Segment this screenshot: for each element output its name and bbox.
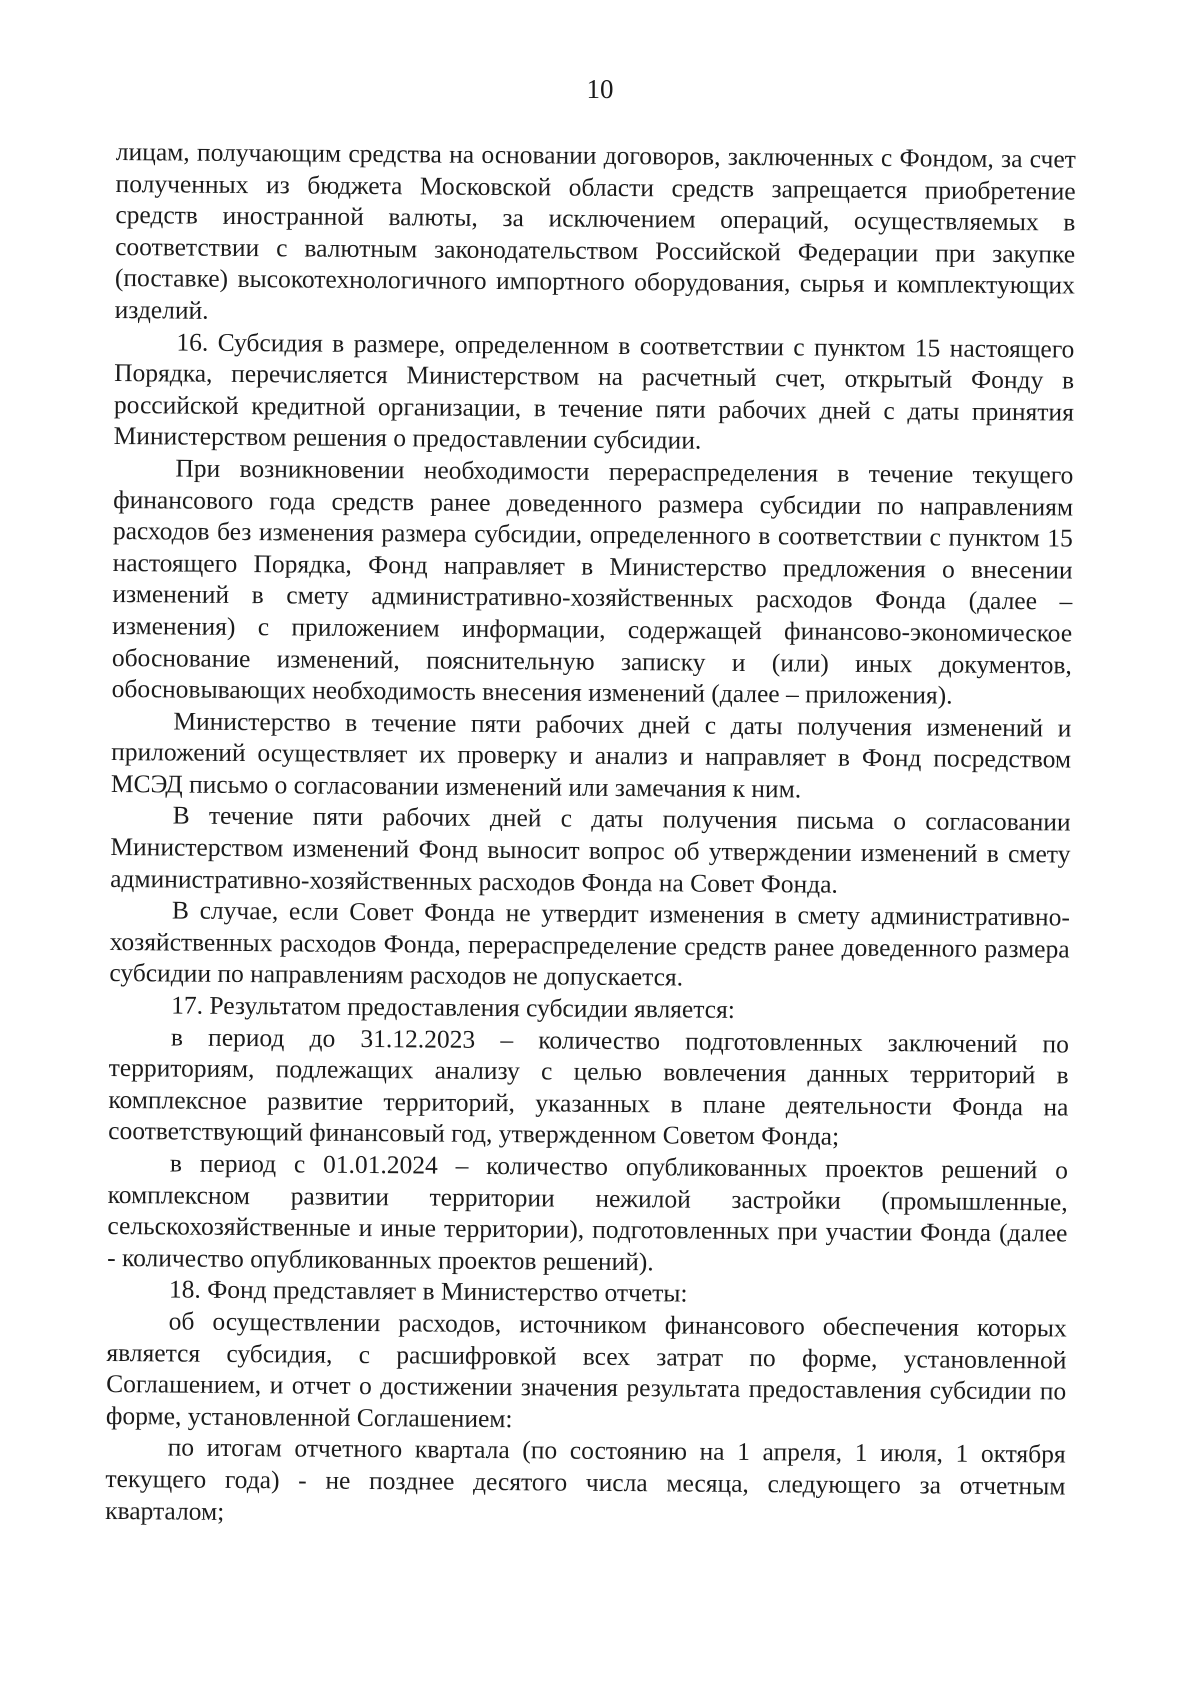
paragraph-result-until-2023: в период до 31.12.2023 – количество подготовленных заключений по территориям, подлежащих анализу с целью вовлечения данных территорий в комплексное развитие территорий, указанных в плане деятельности Фонда на соответствующий финансовый год, утвержденном Советом Фонда; [108, 1022, 1070, 1152]
document-body [105, 136, 1076, 1534]
paragraph-ministry-review: Министерство в течение пяти рабочих дней с даты получения изменений и приложений осуществляет их проверку и анализ и направляет в Фонд посредством МСЭД письмо о согласовании изменений или замечания к ним. [110, 706, 1072, 804]
paragraph-17: 17. Результатом предоставления субсидии является: [171, 990, 735, 1024]
paragraph-council-rejection: В случае, если Совет Фонда не утвердит изменения в смету административно-хозяйственных расходов Фонда, перераспределение средств ранее доведенного размера субсидии по направлениям расходов не допускается. [109, 895, 1071, 992]
paragraph-16: 16. Субсидия в размере, определенном в соответствии с пунктом 15 настоящего Порядка, перечисляется Министерством на расчетный счет, открытый Фонду в российской кредитной организации, в течение пяти рабочих дней с даты принятия Министерством решения о предоставлении субсидии. [113, 327, 1075, 455]
paragraph-council-submission: В течение пяти рабочих дней с даты получения письма о согласовании Министерством изменений Фонд выносит вопрос об утверждении изменений в смету административно-хозяйственных расходов Фонда на Совет Фонда. [110, 800, 1071, 899]
page-number: 10 [586, 74, 614, 104]
paragraph-redistribution: При возникновении необходимости перераспределения в течение текущего финансового года средств ранее доведенного размера субсидии по направлениям расходов без изменения размера субсидии, определенного в соответствии с пунктом 15 настоящего Порядка, Фонд направляет в Министерство предложения о внесении изменений в смету административно-хозяйственных расходов Фонда (далее – изменения) с приложением информации, содержащей финансово-экономическое обоснование изменений, пояснительную записку и (или) иных документов, обосновывающих необходимость внесения изменений (далее – приложения). [111, 453, 1074, 710]
paragraph-expense-reports: об осуществлении расходов, источником финансового обеспечения которых является субсидия, с расшифровкой всех затрат по форме, установленной Соглашением, и отчет о достижении значения результата предоставления субсидии по форме, установленной Соглашением: [105, 1306, 1067, 1433]
paragraph-quarterly-report: по итогам отчетного квартала (по состоянию на 1 апреля, 1 июля, 1 октября текущего года) - не позднее десятого числа месяца, следующего за отчетным кварталом; [105, 1432, 1066, 1526]
paragraph-15-continuation: лицам, получающим средства на основании договоров, заключенных с Фондом, за счет полученных из бюджета Московской области средств запрещается приобретение средств иностранной валюты, за исключением операций, осуществляемых в соответствии с валютным законодательством Российской Федерации при закупке (поставке) высокотехнологичного импортного оборудования, сырья и комплектующих изделий. [114, 136, 1076, 325]
paragraph-result-from-2024: в период с 01.01.2024 – количество опубликованных проектов решений о комплексном развитии территории нежилой застройки (промышленные, сельскохозяйственные и иные территории), подготовленных при участии Фонда (далее - количество опубликованных проектов решений). [107, 1148, 1069, 1277]
paragraph-18: 18. Фонд представляет в Министерство отчеты: [168, 1274, 688, 1308]
